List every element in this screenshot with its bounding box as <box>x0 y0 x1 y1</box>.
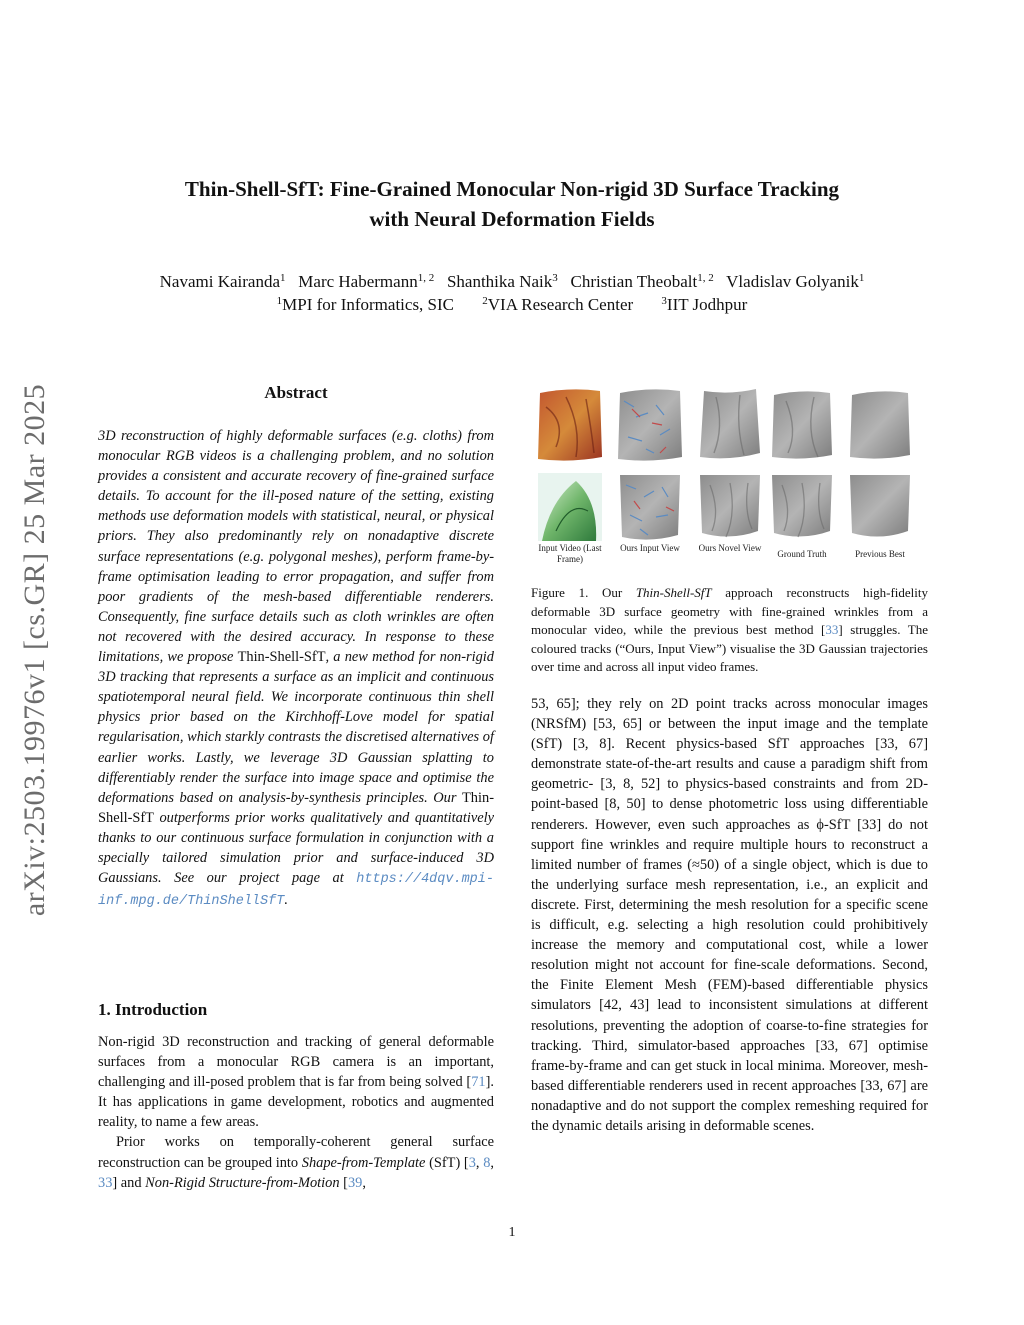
figure-column-label: Ours Novel View <box>698 543 762 553</box>
previous-best-thumbnail <box>846 387 914 463</box>
previous-best-thumbnail <box>846 471 914 543</box>
caption-span: approach reconstructs high-fidelity deformable 3D surface geometry with fine-grained wrinkles from a monocular video, while the previous best method [ <box>531 585 928 638</box>
figure-column-label: Input Video (Last Frame) <box>538 543 602 564</box>
affiliation: VIA Research Center <box>487 295 634 314</box>
ground-truth-thumbnail <box>768 471 836 543</box>
term: Non-Rigid Structure-from-Motion <box>145 1174 340 1191</box>
title-line-2: with Neural Deformation Fields <box>369 207 655 231</box>
ours-novel-view-thumbnail <box>696 387 764 463</box>
figure-column-label: Ground Truth <box>777 549 827 559</box>
citation-link[interactable]: 33 <box>825 622 839 638</box>
citation-link[interactable]: 39 <box>347 1174 363 1191</box>
figure-1 <box>534 383 929 573</box>
affiliation: IIT Jodhpur <box>666 295 748 314</box>
author-affil-mark: 1 <box>280 272 286 284</box>
caption-span: Figure 1. Our <box>531 585 636 600</box>
author-name: Navami Kairanda <box>159 272 281 291</box>
abstract-text <box>98 426 494 912</box>
author-affil-mark: 1, 2 <box>417 272 435 284</box>
abstract-span: outperforms prior works qualitatively and quantitatively thanks to our continuous surface formulation in conjunction with a specially tailored simulation prior and surface-induced 3D Gaussians. See our project page at <box>98 809 494 887</box>
citation-link[interactable]: 8 <box>483 1154 491 1171</box>
affil-mark: 2 <box>482 295 488 307</box>
input-frame-cloth-thumbnail <box>536 387 604 463</box>
author-list <box>0 270 1024 293</box>
author-name: Vladislav Golyanik <box>726 272 859 291</box>
text-span: Prior works on temporally-coherent general surface reconstruction can be grouped into <box>98 1134 494 1171</box>
author-affil-mark: 1, 2 <box>697 272 714 284</box>
figure-caption <box>531 584 928 677</box>
text-span: [ <box>339 1174 348 1191</box>
abstract-span: . <box>284 892 288 909</box>
author-name: Shanthika Naik <box>446 272 553 291</box>
abstract-heading: Abstract <box>264 383 328 402</box>
abstract-span: 3D reconstruction of highly deformable surfaces (e.g. cloths) from monocular RGB videos is a challenging problem, and no solution provides a consistent and accurate recovery of fine-grained surface details. To account for the ill-posed nature of the setting, existing methods use deformation models with statistical, neural, or physical priors. They also predominantly rely on nonadaptive discrete surface representations (e.g. polygonal meshes), perform frame-by-frame optimisation leading to error propagation, and suffer from poor gradients of the mesh-based differentiable renderers. Consequently, fine surface details such as cloth wrinkles are often not recovered with the desired accuracy. In response to these limitations, we propose <box>98 428 494 666</box>
author-name: Christian Theobalt <box>570 272 698 291</box>
text-span: , <box>362 1174 366 1191</box>
text-span: (SfT) [ <box>425 1154 469 1171</box>
citation-link[interactable]: 3 <box>468 1154 476 1171</box>
arxiv-identifier: arXiv:2503.19976v1 [cs.GR] 25 Mar 2025 <box>18 383 51 917</box>
method-name: Thin-Shell-SfT <box>635 585 712 600</box>
section-heading: 1. Introduction <box>98 1000 208 1019</box>
ours-input-view-thumbnail <box>616 387 684 463</box>
caption-span: ] struggles. The coloured tracks (“Ours, Input View”) visualise the 3D Gaussian trajectories over time and across all input video frames. <box>531 622 928 675</box>
term: Shape-from-Template <box>301 1154 426 1171</box>
text-span: ] and <box>112 1174 146 1191</box>
ground-truth-thumbnail <box>768 387 836 463</box>
page-number: 1 <box>508 1225 516 1240</box>
input-frame-leaves-thumbnail <box>536 471 604 543</box>
affiliation-list <box>0 293 1024 316</box>
figure-column-label: Previous Best <box>855 549 905 559</box>
author-affil-mark: 3 <box>552 272 558 284</box>
affil-mark: 3 <box>661 295 667 307</box>
project-page-link[interactable]: https://4dqv.mpi-inf.mpg.de/ThinShellSfT <box>98 872 494 910</box>
intro-text <box>98 1032 494 1193</box>
paragraph <box>98 1032 494 1132</box>
ours-input-view-thumbnail <box>616 471 684 543</box>
method-name: Thin-Shell-SfT <box>98 789 494 826</box>
text-span: ]. It has applications in game development, robotics and augmented reality, to name a few areas. <box>98 1074 494 1131</box>
method-name: Thin-Shell-SfT <box>237 649 326 666</box>
abstract-span: , a new method for non-rigid 3D tracking that represents a surface as an implicit and continuous spatiotemporal neural field. We incorporate continuous thin shell physics prior based on the Kirchhoff-Love model for spatial regularisation, which starkly contrasts the discretised alternatives of earlier works. Lastly, we leverage 3D Gaussian splatting to differentiably render the surface into image space and optimise the deformations based on analysis-by-synthesis principles. Our <box>98 649 494 806</box>
paragraph: Prior works on temporally-coherent general surface reconstruction can be grouped into Shape-from-Template (SfT) [3, 8, 33] and Non-Rigid Structure-from-Motion [39, <box>98 1134 494 1191</box>
paper-title <box>0 174 1024 234</box>
affil-mark: 1 <box>276 295 283 307</box>
body-text-right-column: 53, 65]; they rely on 2D point tracks across monocular images (NRSfM) [53, 65] or between the input image and the template (SfT) [3, 8]. Recent physics-based SfT approaches [33, 67] demonstrate state-of-the-art results and cause a paradigm shift from geometric- [3, 8, 52] to physics-based constraints and from 2D-point-based [8, 50] to dense photometric loss using differentiable renderers. However, even such approaches as ϕ-SfT [33] do not support fine wrinkles and require multiple hours to reconstruct a limited number of frames (≈50) of a single object, which is due to the underlying surface mesh representation, i.e., an explicit and discrete. First, determining the mesh resolution for a specific scene is difficult, e.g. selecting a high resolution could prohibitively increase the memory and computational cost, while a lower resolution might not account for fine-scale deformations. Second, the Finite Element Mesh (FEM)-based differentiable physics simulators [42, 43] lead to inconsistent simulations at different resolutions, preventing the adoption of coarse-to-fine strategies for tracking. Third, simulator-based approaches [33, 67] optimise frame-by-frame and can get stuck in local minima. Moreover, mesh-based differentiable renderers used in recent approaches [33, 67] are nonadaptive and do not support the complex remeshing required for the dynamic details arising in deformable scenes. <box>531 696 928 1134</box>
author-name: Marc Habermann <box>298 272 418 291</box>
text-span: Non-rigid 3D reconstruction and tracking of general deformable surfaces from a monocular RGB camera is an important, challenging and ill-posed problem that is far from being solved [ <box>98 1034 494 1091</box>
citation-link[interactable]: 71 <box>471 1074 486 1091</box>
author-affil-mark: 1 <box>858 272 865 284</box>
citation-link[interactable]: 33 <box>98 1174 113 1191</box>
title-line-1: Thin-Shell-SfT: Fine-Grained Monocular Non-rigid 3D Surface Tracking <box>184 177 840 201</box>
figure-column-label: Ours Input View <box>620 543 680 553</box>
affiliation: MPI for Informatics, SIC <box>282 295 455 314</box>
ours-novel-view-thumbnail <box>696 471 764 543</box>
